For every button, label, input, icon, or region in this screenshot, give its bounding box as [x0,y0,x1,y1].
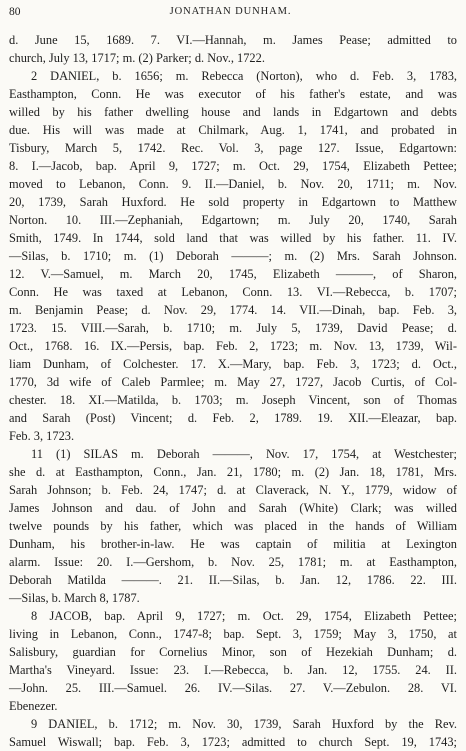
text-line: 2 DANIEL, b. 1656; m. Rebecca (Norton), who d. Feb. 3, 1783, [31,69,457,83]
text-line: living in Lebanon, Conn., 1747-8; bap. Sept. 3, 1759; May 3, 1750, at [9,627,457,641]
text-line: 9 DANIEL, b. 1712; m. Nov. 30, 1739, Sarah Huxford by the Rev. [31,717,457,731]
text-line: Tisbury, March 5, 1742. Rec. Vol. 3, page 127. Issue, Edgartown: [9,141,457,155]
text-line: Easthampton, Conn. He was executor of his father's estate, and was [9,87,457,101]
page-number: 80 [9,6,21,18]
text-line: 1723. 15. VIII.—Sarah, b. 1710; m. July 5, 1739, David Pease; d. [9,321,457,335]
text-line: Conn. He was taxed at Lebanon, Conn. 13. VI.—Rebecca, b. 1707; [9,285,457,299]
text-line: d. June 15, 1689. 7. VI.—Hannah, m. James Pease; admitted to [9,33,457,47]
text-line: chester. 18. XI.—Matilda, b. 1703; m. Joseph Vincent, son of Thomas [9,393,457,407]
text-line: Oct., 1768. 16. IX.—Persis, bap. Feb. 2, 1723; m. Nov. 13, 1739, Wil- [9,339,457,353]
text-line: —John. 25. III.—Samuel. 26. IV.—Silas. 27. V.—Zebulon. 28. VI. [9,681,457,695]
text-line: 8 JACOB, bap. April 9, 1727; m. Oct. 29, 1754, Elizabeth Pettee; [31,609,457,623]
text-line: alarm. Issue: 20. I.—Gershom, b. Nov. 25, 1781; m. at Easthampton, [9,555,457,569]
text-line: moved to Lebanon, Conn. 9. II.—Daniel, b. Nov. 20, 1711; m. Nov. [9,177,457,191]
text-line: Martha's Vineyard. Issue: 23. I.—Rebecca, b. Jan. 12, 1755. 24. II. [9,663,457,677]
text-line: church, July 13, 1717; m. (2) Parker; d. Nov., 1722. [9,51,265,65]
text-line: Ebenezer. [9,699,58,713]
text-line: Sarah Johnson; b. Feb. 24, 1747; d. at Claverack, N. Y., 1779, widow of [9,483,457,497]
text-line: Deborah Matilda ———. 21. II.—Silas, b. Jan. 12, 1786. 22. III. [9,573,457,587]
text-line: m. Benjamin Pease; d. Nov. 29, 1774. 14. VII.—Dinah, bap. Feb. 3, [9,303,457,317]
page-header [9,2,452,22]
text-line: due. His will was made at Chilmark, Aug. 1, 1741, and probated in [9,123,457,137]
text-line: willed by his father dwelling house and lands in Edgartown and debts [9,105,457,119]
text-line: liam Dunham, of Colchester. 17. X.—Mary, bap. Feb. 3, 1723; d. Oct., [9,357,457,371]
text-line: twelve pounds by his father, which was placed in the hands of William [9,519,457,533]
text-line: Dunham, his brother-in-law. He was captain of militia at Lexington [9,537,457,551]
text-line: she d. at Easthampton, Conn., Jan. 21, 1780; m. (2) Jan. 18, 1781, Mrs. [9,465,457,479]
text-line: Feb. 3, 1723. [9,429,75,443]
text-line: Smith, 1749. In 1744, sold land that was willed by his father. 11. IV. [9,231,457,245]
text-line: 20, 1739, Sarah Huxford. He sold property in Edgartown to Matthew [9,195,457,209]
text-line: and Sarah (Post) Vincent; d. Feb. 2, 1789. 19. XII.—Eleazar, bap. [9,411,457,425]
text-line: James Johnson and dau. of John and Sarah (White) Clark; was willed [9,501,457,515]
text-line: Norton. 10. III.—Zephaniah, Edgartown; m. July 20, 1740, Sarah [9,213,457,227]
running-title: JONATHAN DUNHAM. [169,6,292,17]
text-line: —Silas, b. March 8, 1787. [9,591,140,605]
text-line: 1770, 3d wife of Caleb Parmlee; m. May 27, 1727, Jacob Curtis, of Col- [9,375,457,389]
text-line: Salisbury, guardian for Cornelius Minor, son of Hezekiah Dunham; d. [9,645,457,659]
text-line: 11 (1) SILAS m. Deborah ———, Nov. 17, 1754, at Westchester; [31,447,457,461]
text-line: 12. V.—Samuel, m. March 20, 1745, Elizabeth ———, of Sharon, [9,267,457,281]
text-line: Samuel Wiswall; bap. Feb. 3, 1723; admitted to church Sept. 19, 1743; [9,735,457,749]
page-body [9,31,457,751]
text-line: 8. I.—Jacob, bap. April 9, 1727; m. Oct. 29, 1754, Elizabeth Pettee; [9,159,457,173]
text-line: —Silas, b. 1710; m. (1) Deborah ———; m. (2) Mrs. Sarah Johnson. [9,249,457,263]
